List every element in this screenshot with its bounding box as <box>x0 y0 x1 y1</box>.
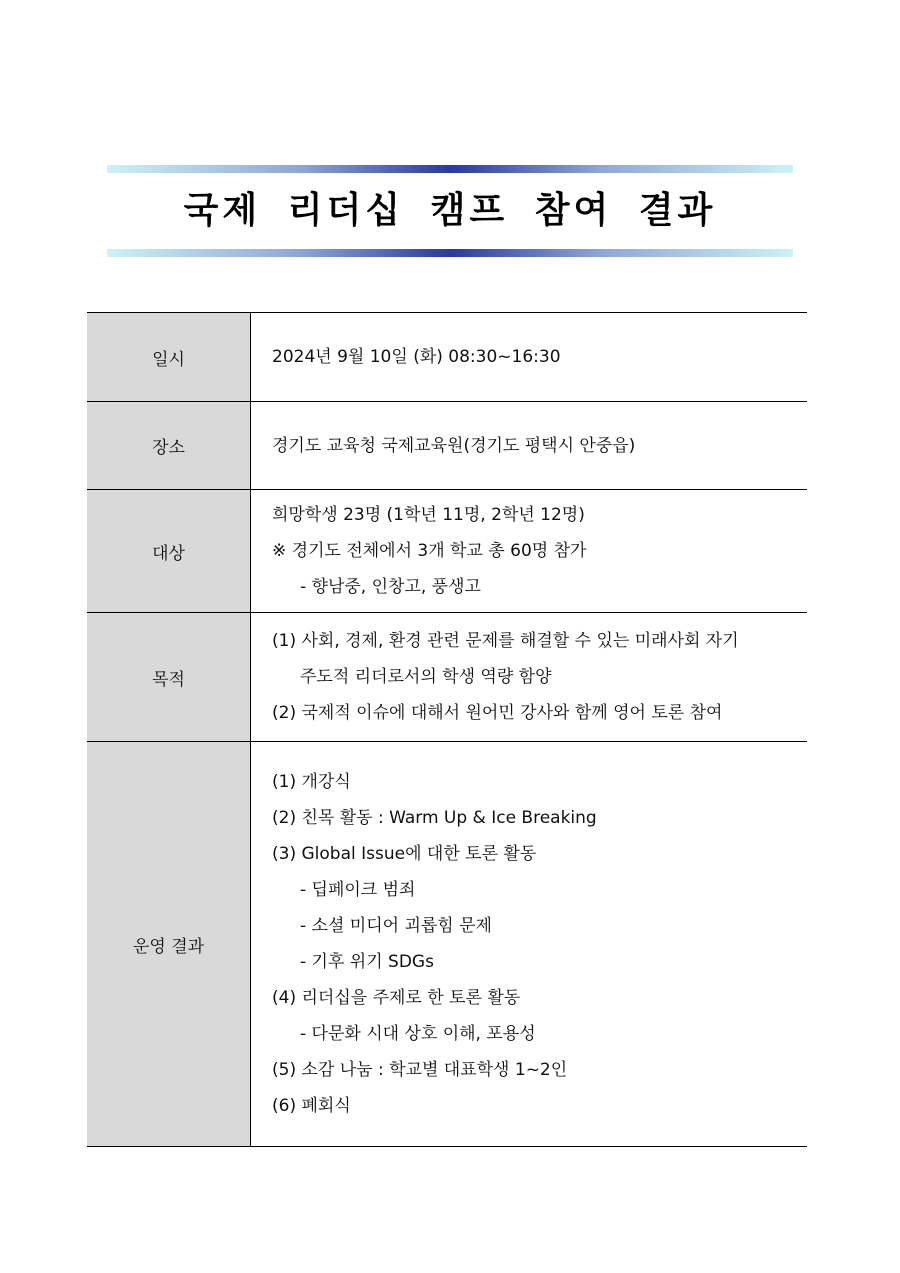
result-subitem: - 딥페이크 범죄 <box>300 880 416 900</box>
info-table <box>87 312 807 1147</box>
title-bar-bottom <box>107 249 793 257</box>
purpose-item-2: (2) 국제적 이슈에 대해서 원어민 강사와 함께 영어 토론 참여 <box>272 703 723 723</box>
result-subitem: - 기후 위기 SDGs <box>300 952 434 972</box>
table-row-date <box>87 313 807 402</box>
table-row-results <box>87 742 807 1147</box>
target-schools: - 향남중, 인창고, 풍생고 <box>300 577 481 597</box>
date-text: 2024년 9월 10일 (화) 08:30~16:30 <box>272 347 561 367</box>
result-item: (4) 리더십을 주제로 한 토론 활동 <box>272 988 521 1008</box>
target-line: 희망학생 23명 (1학년 11명, 2학년 12명) <box>272 505 585 525</box>
row-content-date <box>251 313 808 402</box>
row-label-place: 장소 <box>87 402 251 490</box>
table-row-target <box>87 490 807 613</box>
row-label-results: 운영 결과 <box>87 742 251 1147</box>
result-item: (6) 폐회식 <box>272 1096 351 1116</box>
title-block <box>107 165 793 257</box>
page-title: 국제 리더십 캠프 참여 결과 <box>183 190 717 231</box>
row-label-purpose: 목적 <box>87 613 251 742</box>
title-bar-top <box>107 165 793 173</box>
purpose-item-1-cont: 주도적 리더로서의 학생 역량 함양 <box>300 667 552 687</box>
result-subitem: - 다문화 시대 상호 이해, 포용성 <box>300 1024 536 1044</box>
row-content-target <box>251 490 808 613</box>
result-item: (3) Global Issue에 대한 토론 활동 <box>272 844 537 864</box>
result-item: (2) 친목 활동 : Warm Up & Ice Breaking <box>272 808 597 828</box>
target-note: ※ 경기도 전체에서 3개 학교 총 60명 참가 <box>272 541 587 561</box>
table-row-purpose <box>87 613 807 742</box>
row-content-purpose <box>251 613 808 742</box>
row-label-date: 일시 <box>87 313 251 402</box>
row-content-place <box>251 402 808 490</box>
row-label-target: 대상 <box>87 490 251 613</box>
table-row-place <box>87 402 807 490</box>
place-text: 경기도 교육청 국제교육원(경기도 평택시 안중읍) <box>272 435 636 456</box>
result-subitem: - 소셜 미디어 괴롭힘 문제 <box>300 916 492 936</box>
result-item: (5) 소감 나눔 : 학교별 대표학생 1~2인 <box>272 1060 568 1080</box>
purpose-item-1: (1) 사회, 경제, 환경 관련 문제를 해결할 수 있는 미래사회 자기 <box>272 631 739 651</box>
result-item: (1) 개강식 <box>272 772 351 792</box>
row-content-results <box>251 742 808 1147</box>
